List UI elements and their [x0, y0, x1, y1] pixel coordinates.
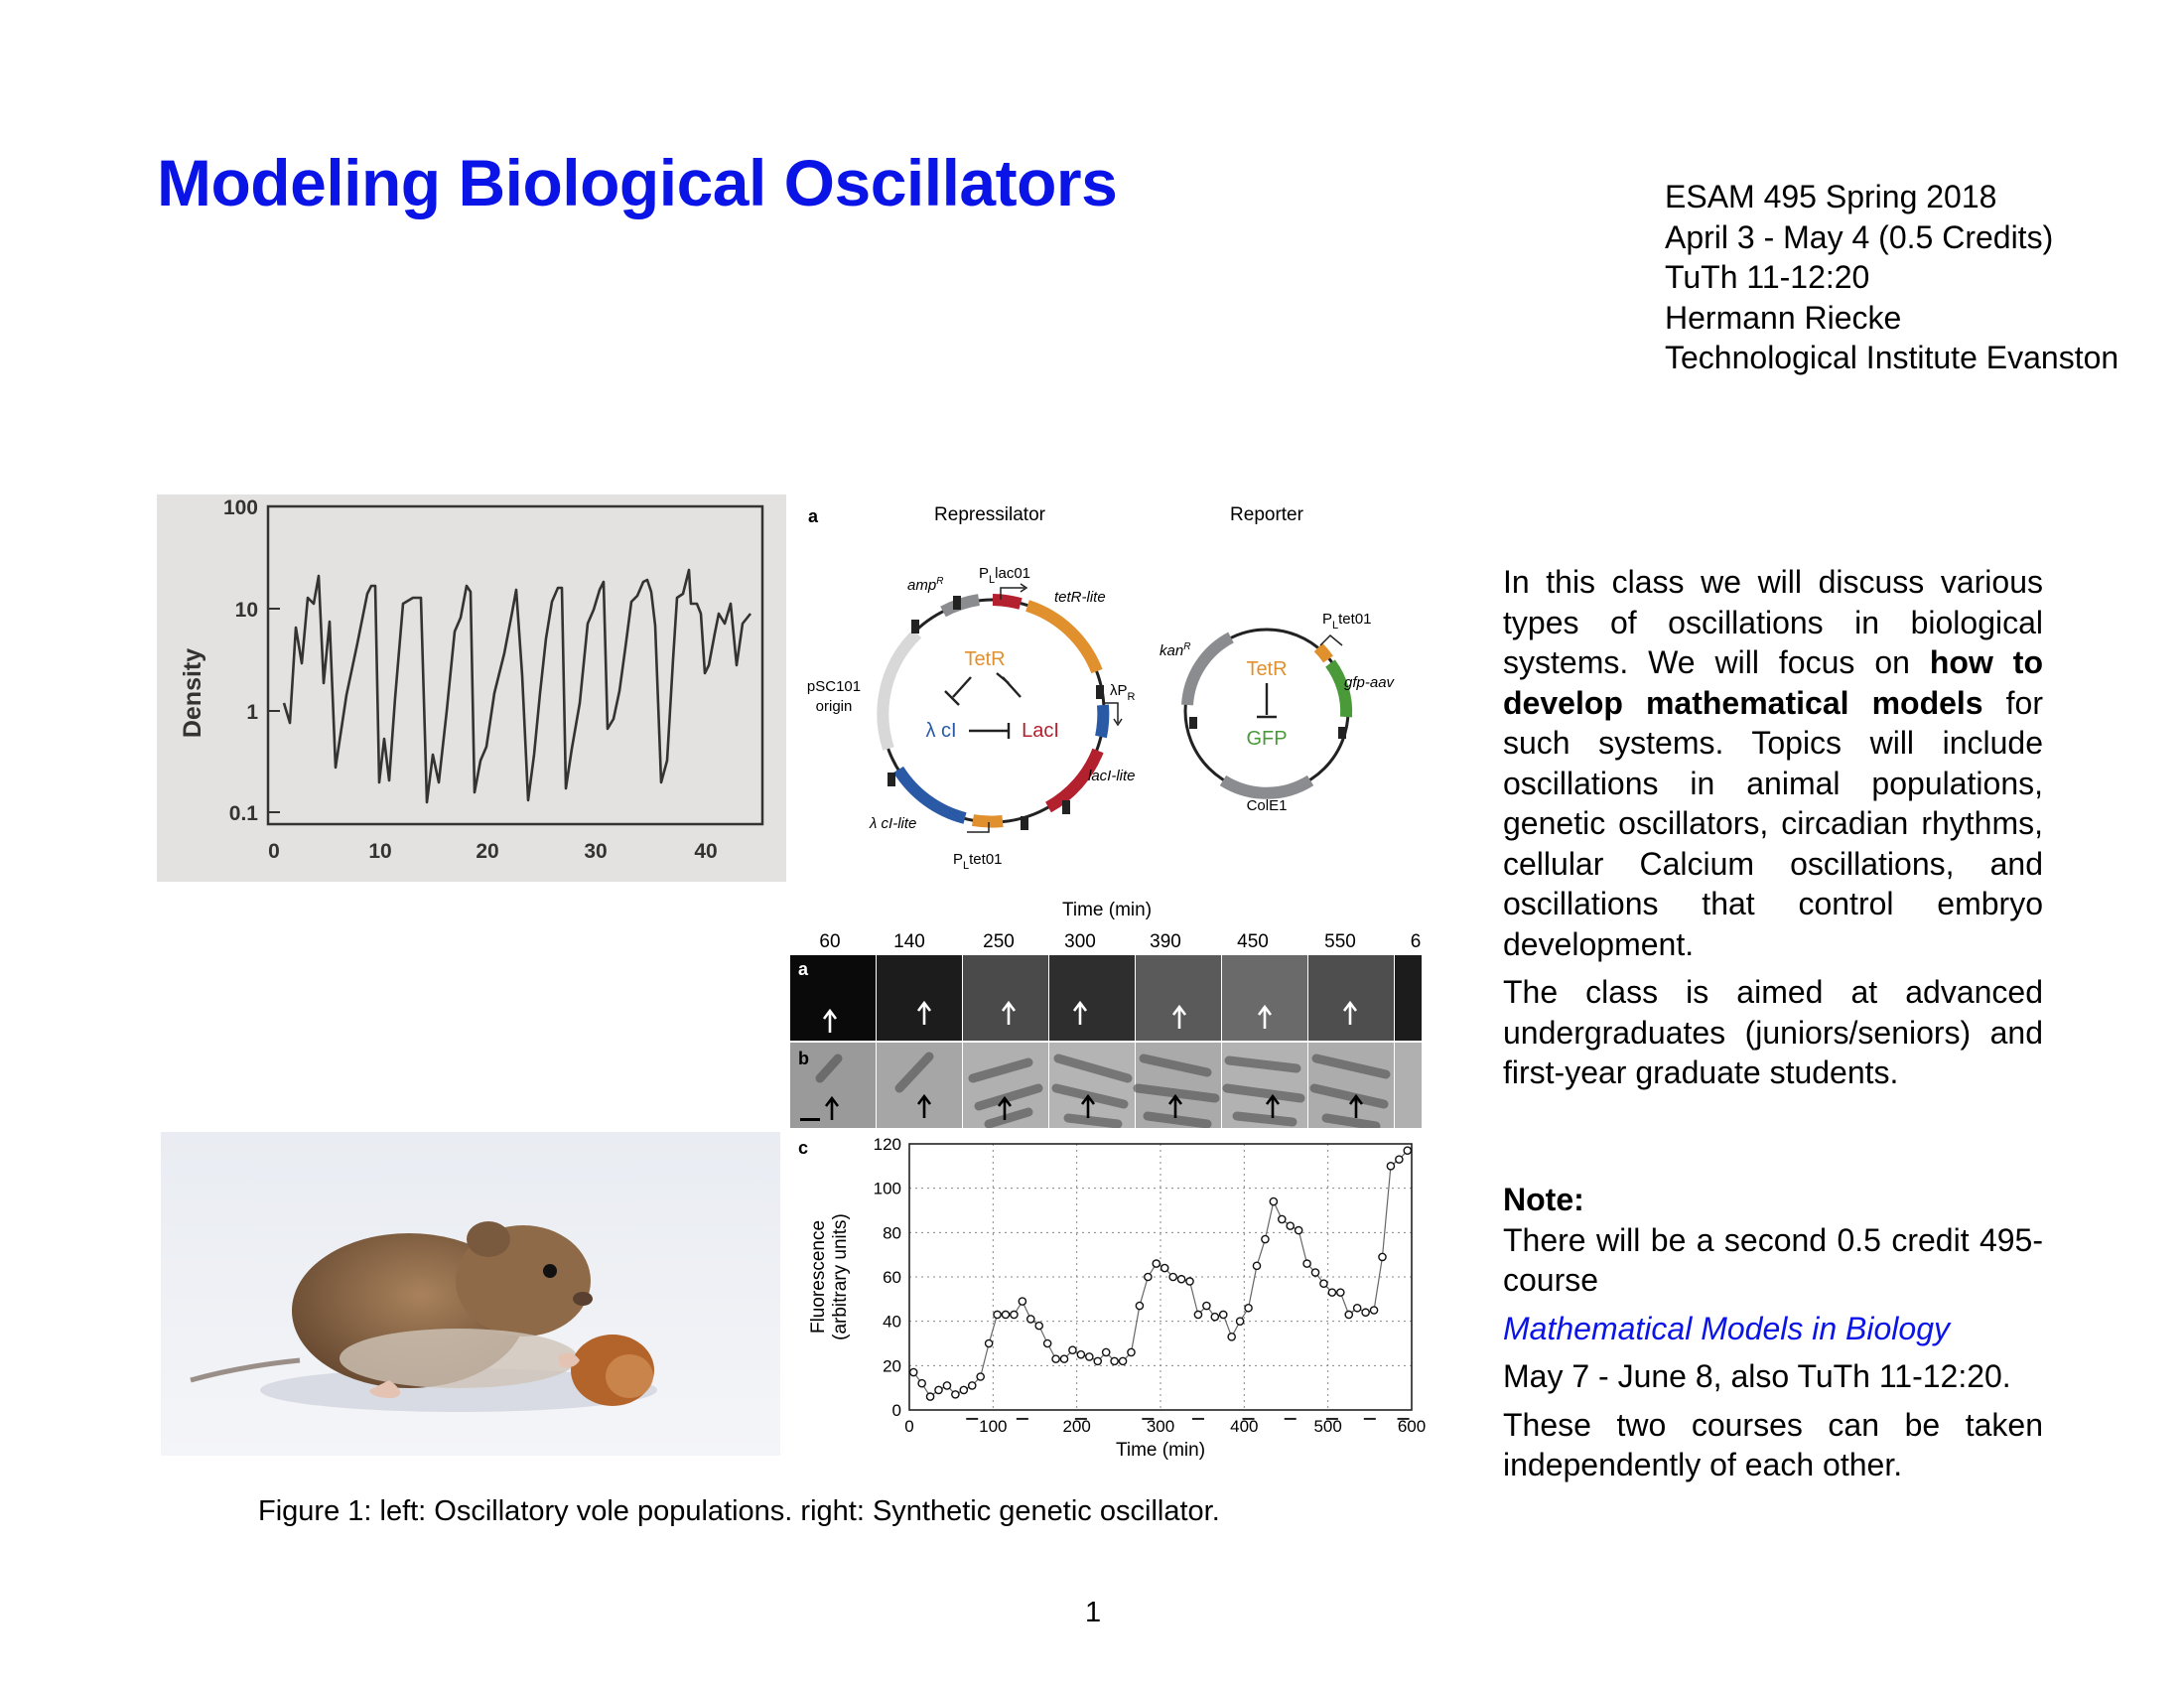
chart-point [1169, 1273, 1176, 1280]
chart-xtick-label: 600 [1397, 1417, 1426, 1436]
plac-promoter-segment [993, 600, 1021, 604]
chart-point [1103, 1348, 1110, 1355]
reporter-plasmid [1160, 611, 1396, 814]
description-paragraph-1: In this class we will discuss various types of oscillations in biological systems. We will focus on how to develop mathematical models for such systems. Topics will include oscillations in animal populations, genetic oscillators, circadian rhythms, cellular Calcium oscillations, and oscillations that control embryo development. [1503, 564, 2044, 962]
chart-point [1128, 1348, 1135, 1355]
scale-bar [800, 1118, 820, 1121]
kanR-gene [1187, 637, 1231, 705]
reporter-repression-arrow [1257, 683, 1277, 717]
svg-text:300: 300 [1064, 931, 1096, 952]
chart-ylabel-line1: Fluorescence [808, 1219, 829, 1335]
plot-ytick-label: 100 [222, 496, 258, 519]
chart-ytick-label: 0 [891, 1401, 901, 1420]
chart-gridlines [909, 1144, 1412, 1410]
origin-label: origin [815, 698, 853, 715]
chart-xticks [904, 1417, 1426, 1436]
panel-label-a: a [808, 506, 819, 526]
chart-point [1387, 1163, 1394, 1170]
chart-point [1396, 1156, 1403, 1163]
description-paragraph-2: The class is aimed at advanced undergraduates (juniors/seniors) and first-year graduate students. [1503, 974, 2043, 1090]
plot-ytick-label: 0.1 [228, 802, 258, 825]
chart-yticks [874, 1135, 901, 1420]
chart-point [1337, 1289, 1344, 1296]
chart-point [1379, 1253, 1386, 1260]
note-course-link[interactable]: Mathematical Models in Biology [1503, 1310, 1950, 1346]
lambda-ci-protein-label: λ cI [925, 720, 957, 742]
chart-point [1303, 1260, 1310, 1267]
svg-text:140: 140 [893, 931, 925, 952]
chart-point [926, 1393, 933, 1400]
chart-point [1287, 1222, 1294, 1229]
chart-ytick-label: 120 [873, 1135, 901, 1154]
chart-point [1153, 1260, 1160, 1267]
chart-point [1320, 1280, 1327, 1287]
chart-ytick-label: 40 [883, 1312, 901, 1332]
pltet-bottom-label: $P_Ltet01$ [953, 851, 1003, 872]
chart-xtick-label: 300 [1146, 1417, 1175, 1436]
chart-point [1111, 1357, 1118, 1364]
chart-point [1060, 1355, 1067, 1362]
chart-point [1220, 1311, 1227, 1318]
chart-point [1211, 1314, 1218, 1321]
chart-point [1370, 1307, 1377, 1314]
reporter-tetR-label: TetR [1246, 658, 1288, 680]
reporter-pltet-segment [1318, 647, 1328, 659]
chart-point [1177, 1276, 1184, 1283]
tetR-protein-label: TetR [964, 648, 1006, 670]
course-schedule: TuTh 11-12:20 [1665, 259, 1870, 295]
chart-ytick-label: 60 [883, 1268, 901, 1287]
chart-point [1354, 1305, 1361, 1312]
plot-xtick-label: 20 [476, 840, 499, 863]
chart-point [1052, 1355, 1059, 1362]
cole1-segment [1223, 780, 1310, 793]
chart-point [1328, 1289, 1335, 1296]
tetR-lite-gene [1027, 606, 1097, 671]
chart-point [1262, 1235, 1269, 1242]
chart-point [1253, 1262, 1260, 1269]
cole1-label: ColE1 [1246, 797, 1288, 814]
ci-lite-gene [898, 770, 965, 818]
vole-belly [340, 1329, 578, 1388]
plot-ylabel: Density [179, 647, 206, 739]
course-location: Technological Institute Evanston [1665, 340, 2119, 375]
plac-label: $P_Llac01$ [979, 565, 1030, 586]
micrograph-panels [790, 929, 1422, 1128]
svg-text:60: 60 [819, 931, 841, 952]
chart-panel-label: c [798, 1138, 809, 1158]
page-number: 1 [1085, 1597, 1102, 1628]
chart-point [1362, 1309, 1369, 1316]
fluorescence-chart [790, 1128, 1426, 1462]
hazelnut-highlight [606, 1354, 653, 1398]
chart-point [1228, 1334, 1235, 1340]
figure-caption: Figure 1: left: Oscillatory vole populations. right: Synthetic genetic oscillator. [258, 1495, 1220, 1527]
svg-text:6: 6 [1410, 931, 1422, 952]
psc101-label: pSC101 [806, 678, 862, 695]
chart-point [1019, 1298, 1025, 1305]
fluorescence-row [790, 955, 1422, 1041]
chart-point [935, 1386, 942, 1393]
chart-point [1270, 1197, 1277, 1204]
row-label-b: b [798, 1049, 809, 1068]
course-dates: April 3 - May 4 (0.5 Credits) [1665, 218, 2054, 255]
chart-point [910, 1368, 917, 1375]
chart-point [1094, 1357, 1101, 1364]
chart-point [1035, 1323, 1042, 1330]
vole-ear [467, 1221, 510, 1257]
tetR-lite-label: tetR-lite [1054, 589, 1106, 606]
laci-protein-label: LacI [1022, 720, 1059, 742]
chart-ytick-label: 100 [873, 1179, 901, 1198]
course-code-term: ESAM 495 Spring 2018 [1665, 179, 1997, 214]
chart-point [1119, 1357, 1126, 1364]
micrograph-time-labels [819, 931, 1421, 952]
phase-contrast-row [790, 1043, 1422, 1128]
chart-point [1136, 1302, 1143, 1309]
plot-xtick-label: 0 [268, 840, 280, 863]
chart-point [918, 1380, 925, 1387]
vole-nose [573, 1292, 593, 1306]
gfp-protein-label: GFP [1246, 728, 1288, 750]
chart-point [994, 1311, 1001, 1318]
chart-xtick-label: 500 [1313, 1417, 1342, 1436]
note-line-2: May 7 - June 8, also TuTh 11-12:20. [1503, 1358, 2011, 1394]
ampR-label: amp$^R$ [907, 576, 944, 594]
chart-point [943, 1382, 950, 1389]
plot-xtick-label: 40 [694, 840, 718, 863]
chart-xtick-label: 200 [1062, 1417, 1091, 1436]
vole-eye [543, 1264, 557, 1278]
repressilator-plasmid [807, 565, 1136, 872]
chart-xtick-label: 100 [979, 1417, 1008, 1436]
chart-point [977, 1373, 984, 1380]
chart-point [960, 1386, 967, 1393]
chart-point [1237, 1318, 1244, 1325]
chart-point [1161, 1264, 1168, 1271]
chart-point [1011, 1311, 1018, 1318]
chart-ytick-label: 20 [883, 1356, 901, 1376]
pltet-right-label: $P_Ltet01$ [1322, 611, 1372, 632]
chart-ytick-label: 80 [883, 1223, 901, 1243]
chart-point [1069, 1346, 1076, 1353]
chart-xtick-label: 0 [904, 1417, 914, 1436]
plot-ytick-label: 10 [234, 599, 258, 622]
chart-point [1194, 1311, 1201, 1318]
chart-point [1404, 1147, 1411, 1154]
chart-point [1145, 1273, 1152, 1280]
chart-points [910, 1147, 1412, 1400]
plot-ytick-label: 1 [246, 701, 258, 724]
chart-point [1027, 1316, 1034, 1323]
plot-xtick-label: 10 [368, 840, 392, 863]
plasmid-diagram [794, 496, 1430, 894]
chart-point [1203, 1302, 1210, 1309]
chart-point [1077, 1351, 1084, 1358]
chart-point [986, 1339, 993, 1346]
svg-text:250: 250 [983, 931, 1015, 952]
reporter-title: Reporter [1230, 504, 1303, 525]
svg-text:550: 550 [1324, 931, 1356, 952]
chart-ylabel-line2: (arbitrary units) [830, 1213, 851, 1340]
ci-lite-label: λ cI-lite [870, 815, 917, 832]
chart-point [1296, 1227, 1302, 1234]
chart-point [1311, 1269, 1318, 1276]
psc101-origin-segment [883, 633, 917, 749]
vole-photo [161, 1132, 780, 1456]
gfp-aav-label: gfp-aav [1344, 674, 1395, 691]
chart-point [1002, 1311, 1009, 1318]
pltet-segment [973, 820, 1003, 822]
page-title: Modeling Biological Oscillators [157, 146, 1118, 219]
repressilator-title: Repressilator [934, 504, 1045, 525]
chart-point [1245, 1305, 1252, 1312]
svg-text:390: 390 [1150, 931, 1181, 952]
chart-point [952, 1391, 959, 1398]
vole-population-plot [157, 494, 786, 882]
chart-point [969, 1382, 976, 1389]
chart-point [1279, 1215, 1286, 1222]
kanR-label: kan$^R$ [1160, 641, 1191, 659]
note-line-1: There will be a second 0.5 credit 495-course [1503, 1221, 2043, 1298]
description-emphasis: how to develop mathematical models [1503, 644, 2044, 721]
chart-xtick-label: 400 [1230, 1417, 1259, 1436]
chart-xlabel: Time (min) [1115, 1440, 1206, 1461]
laci-lite-label: lacI-lite [1088, 768, 1136, 784]
course-description [1503, 562, 2043, 1101]
instructor-name: Hermann Riecke [1665, 299, 1902, 336]
chart-point [1086, 1353, 1093, 1360]
chart-point [1186, 1278, 1193, 1285]
note-title: Note: [1503, 1182, 1584, 1217]
row-label-a: a [798, 959, 809, 979]
chart-point [1345, 1311, 1352, 1318]
chart-point [1044, 1339, 1051, 1346]
course-info [1665, 177, 2118, 378]
micrograph-time-title: Time (min) [1061, 900, 1153, 920]
plot-xtick-label: 30 [584, 840, 608, 863]
lambda-pr-label: $\lambda P_R$ [1110, 682, 1136, 703]
note-line-3: These two courses can be taken independently of each other. [1503, 1406, 2043, 1482]
note-block [1503, 1180, 2043, 1493]
lambda-pr-segment [1101, 705, 1103, 737]
svg-text:450: 450 [1237, 931, 1269, 952]
